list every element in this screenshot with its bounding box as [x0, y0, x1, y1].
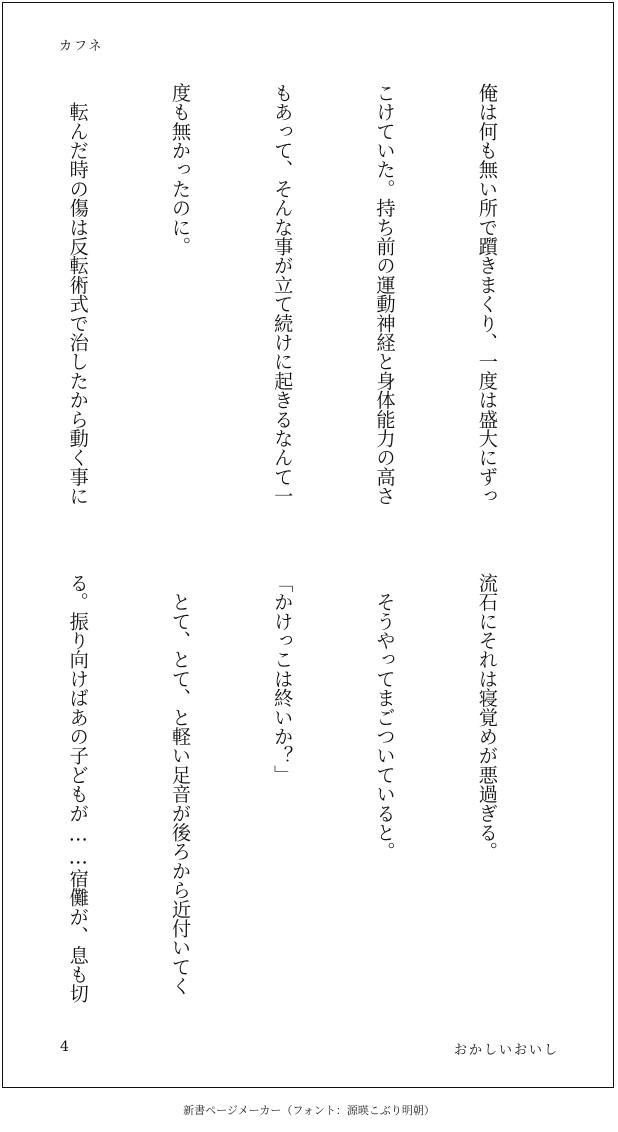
text-column: もあって、そんな事が立て続けに起きるなんて一 [271, 83, 295, 506]
page-number: 4 [60, 1039, 69, 1055]
text-column: 流石にそれは寝覚めが悪過ぎる。 [475, 573, 499, 861]
lower-text-block [0, 573, 572, 1017]
footer-book-title: おかしいおいし [453, 1043, 559, 1058]
text-column: 俺は何も無い所で躓きまくり、一度は盛大にずっ [475, 83, 499, 506]
text-column: 度も無かったのに。 [168, 83, 192, 256]
generator-caption: 新書ページメーカー（フォント：源暎こぶり明朝） [183, 1104, 435, 1117]
upper-text-block [0, 83, 572, 527]
text-column: 転んだ時の傷は反転術式で治したから動く事に [66, 83, 90, 506]
text-column: こけていた。持ち前の運動神経と身体能力の高さ [373, 83, 397, 506]
text-column: とて、とて、と軽い足音が後ろから近付いてく [168, 573, 192, 996]
text-column: る。振り向けばあの子どもが……宿儺が、息も切 [66, 573, 90, 1003]
text-column: 「かけっこは終いか？」 [271, 573, 295, 785]
running-header-title: カフネ [59, 39, 104, 54]
text-column: そうやってまごついていると。 [373, 573, 397, 861]
book-page [2, 2, 614, 1088]
